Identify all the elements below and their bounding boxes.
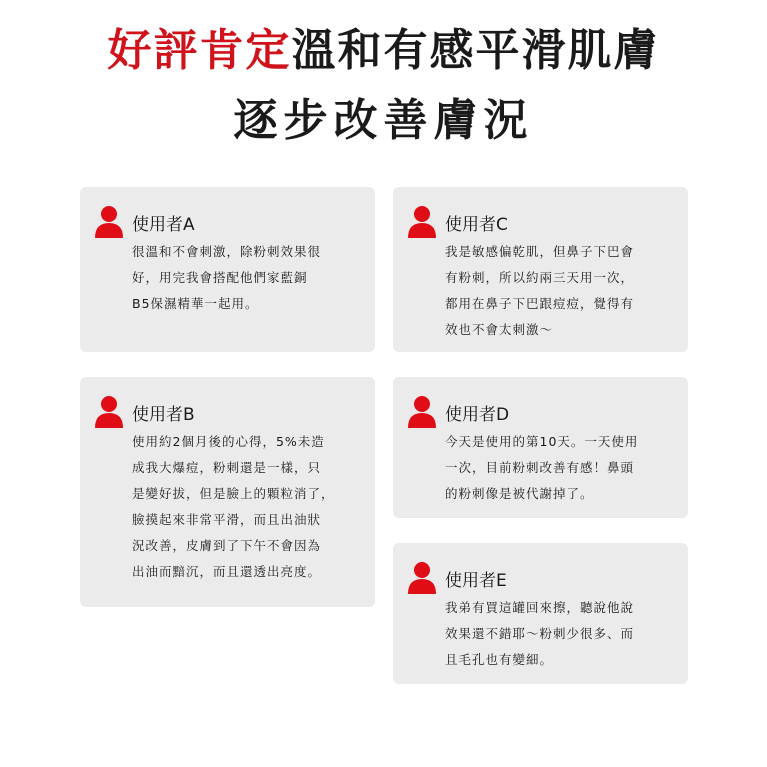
review-line: B5保濕精華一起用。 — [132, 296, 259, 311]
review-text — [132, 239, 362, 317]
review-card-c — [393, 187, 688, 352]
review-text — [445, 595, 675, 673]
review-header — [94, 205, 195, 239]
review-line: 我弟有買這罐回來擦，聽說他說 — [445, 600, 635, 615]
review-line: 成我大爆痘，粉刺還是一樣，只 — [132, 460, 322, 475]
review-line: 使用約2個月後的心得，5%未造 — [132, 434, 325, 449]
review-line: 且毛孔也有變細。 — [445, 652, 554, 667]
review-line: 好，用完我會搭配他們家藍銅 — [132, 270, 308, 285]
review-card-e — [393, 543, 688, 684]
review-line: 有粉刺，所以約兩三天用一次， — [445, 270, 635, 285]
review-line: 的粉刺像是被代謝掉了。 — [445, 486, 594, 501]
subheadline: 逐步改善膚況 — [233, 95, 534, 146]
review-line: 很溫和不會刺激，除粉刺效果很 — [132, 244, 322, 259]
user-name: 使用者E — [445, 570, 507, 591]
person-icon — [94, 205, 124, 239]
review-card-b — [80, 377, 375, 607]
review-line: 出油而黯沉，而且還透出亮度。 — [132, 564, 322, 579]
review-text — [445, 239, 675, 343]
review-line: 一次，目前粉刺改善有感！鼻頭 — [445, 460, 635, 475]
user-name: 使用者D — [445, 404, 510, 425]
person-icon — [94, 395, 124, 429]
review-line: 我是敏感偏乾肌，但鼻子下巴會 — [445, 244, 635, 259]
person-icon — [407, 561, 437, 595]
review-card-a — [80, 187, 375, 352]
review-line: 臉摸起來非常平滑，而且出油狀 — [132, 512, 322, 527]
review-line: 都用在鼻子下巴跟痘痘，覺得有 — [445, 296, 635, 311]
user-name: 使用者B — [132, 404, 195, 425]
headline-accent: 好評肯定 — [107, 25, 292, 76]
review-line: 況改善，皮膚到了下午不會因為 — [132, 538, 322, 553]
review-line: 今天是使用的第10天。一天使用 — [445, 434, 639, 449]
review-text — [132, 429, 362, 585]
review-header — [407, 205, 508, 239]
review-header — [407, 561, 507, 595]
review-card-d — [393, 377, 688, 518]
review-line: 是變好拔，但是臉上的顆粒消了， — [132, 486, 335, 501]
review-line: 效也不會太刺激～ — [445, 322, 554, 337]
review-header — [407, 395, 509, 429]
headline-rest: 溫和有感平滑肌膚 — [291, 25, 660, 76]
review-text — [445, 429, 675, 507]
person-icon — [407, 205, 437, 239]
review-line: 效果還不錯耶～粉刺少很多、而 — [445, 626, 635, 641]
user-name: 使用者A — [132, 214, 195, 235]
headline — [0, 14, 767, 78]
user-name: 使用者C — [445, 214, 508, 235]
review-header — [94, 395, 195, 429]
person-icon — [407, 395, 437, 429]
